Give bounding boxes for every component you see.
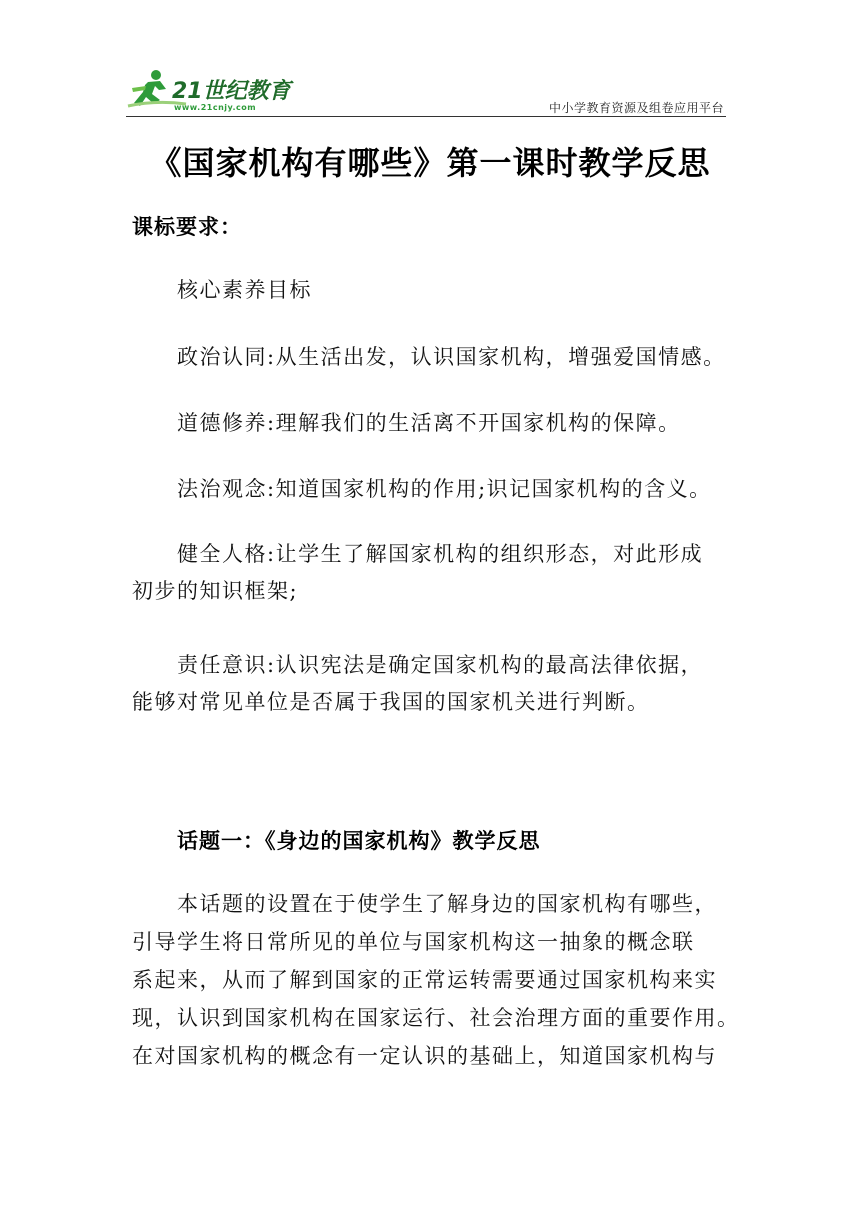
paragraph-line: 本话题的设置在于使学生了解身边的国家机构有哪些， <box>177 892 717 916</box>
paragraph-line: 健全人格:让学生了解国家机构的组织形态，对此形成 <box>177 542 704 566</box>
logo-url: www.21cnjy.com <box>174 103 257 112</box>
paragraph-line: 能够对常见单位是否属于我国的国家机关进行判断。 <box>132 690 650 714</box>
topic1-paragraph <box>132 885 740 1075</box>
brand-logo <box>126 68 296 114</box>
paragraph-line: 现，认识到国家机构在国家运行、社会治理方面的重要作用。 <box>132 1006 740 1030</box>
section-heading-curriculum: 课标要求： <box>132 215 242 239</box>
core-literacy-title: 核心素养目标 <box>177 278 312 302</box>
goal-sound-personality <box>132 536 703 610</box>
goal-rule-of-law: 法治观念:知道国家机构的作用;识记国家机构的含义。 <box>177 477 712 501</box>
header-divider <box>126 116 726 117</box>
paragraph-line: 责任意识:认识宪法是确定国家机构的最高法律依据， <box>177 653 704 677</box>
topic1-heading: 话题一：《身边的国家机构》教学反思 <box>177 829 541 853</box>
logo-wordmark: 21世纪教育 <box>172 79 291 104</box>
document-title: 《国家机构有哪些》第一课时教学反思 <box>149 144 711 182</box>
paragraph-line: 在对国家机构的概念有一定认识的基础上，知道国家机构与 <box>132 1044 717 1068</box>
runner-logo-icon <box>126 68 296 114</box>
paragraph-line: 初步的知识框架; <box>132 579 299 603</box>
header-tagline: 中小学教育资源及组卷应用平台 <box>548 101 724 115</box>
paragraph-line: 引导学生将日常所见的单位与国家机构这一抽象的概念联 <box>132 930 695 954</box>
paragraph-line: 系起来，从而了解到国家的正常运转需要通过国家机构来实 <box>132 968 717 992</box>
goal-political-identity: 政治认同:从生活出发，认识国家机构，增强爱国情感。 <box>177 345 726 369</box>
goal-moral-cultivation: 道德修养:理解我们的生活离不开国家机构的保障。 <box>177 411 681 435</box>
page-header <box>126 68 726 120</box>
goal-responsibility <box>132 647 703 721</box>
